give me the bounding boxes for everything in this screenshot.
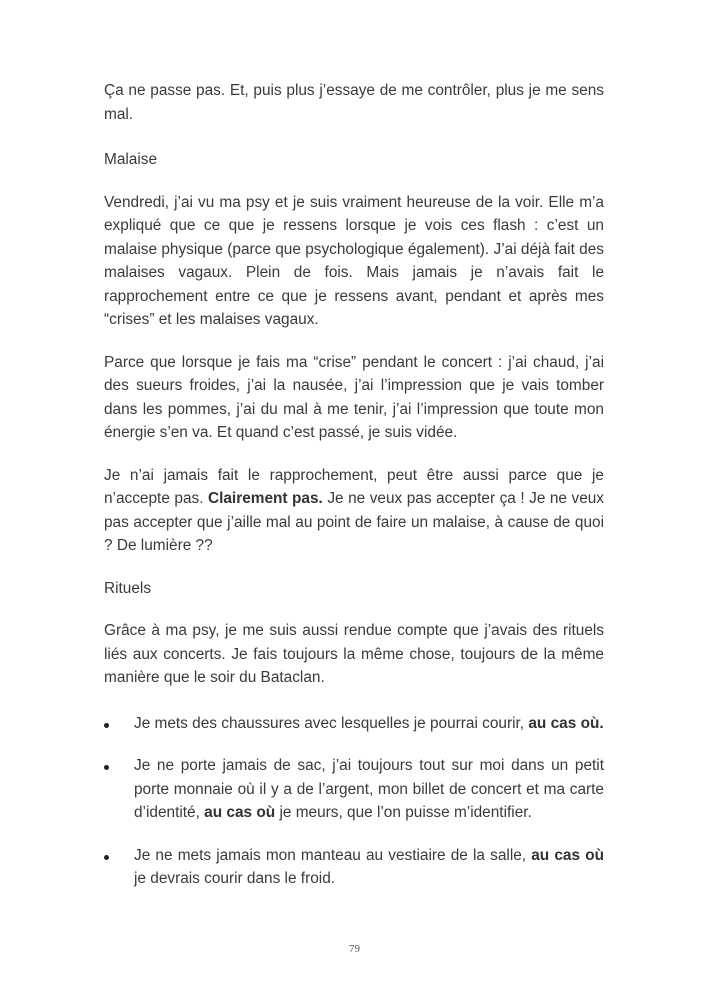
text-segment: Je n’ai jamais fait le rapprochement, peut être aussi parce que je n’accepte pas.: [104, 466, 604, 507]
text-segment: je meurs, que l’on puisse m’identifier.: [275, 804, 532, 821]
bullet-icon: [104, 765, 109, 770]
paragraph-rituels-1: Grâce à ma psy, je me suis aussi rendue compte que j’avais des rituels liés aux concerts. Je fais toujours la même chose, toujours de la même manière que le soir du Bataclan.: [104, 622, 604, 686]
paragraph-malaise-1: Vendredi, j’ai vu ma psy et je suis vraiment heureuse de la voir. Elle m’a expliqué que ce que je ressens lorsque je vois ces flash : c’est un malaise physique (parce que psychologique également). J’ai déjà fait des malaises vagaux. Plein de fois. Mais jamais je n’avais fait le rapprochement entre ce que je ressens avant, pendant et après mes “crises” et les malaises vagaux.: [104, 193, 604, 328]
paragraph-malaise-3: [104, 464, 604, 558]
document-page: [104, 79, 604, 910]
bold-emphasis: Clairement pas.: [207, 490, 323, 507]
page-number: 79: [349, 943, 360, 955]
bullet-icon: [104, 723, 109, 728]
paragraph-intro: Ça ne passe pas. Et, puis plus j’essaye de me contrôler, plus je me sens mal.: [104, 82, 604, 123]
list-item: [104, 712, 604, 736]
section-heading-malaise: Malaise: [104, 151, 158, 168]
text-segment: Je ne porte jamais de sac, j’ai toujours tout sur moi dans un petit porte monnaie où il y a de l’argent, mon billet de concert et ma carte d’identité,: [134, 757, 604, 821]
text-segment: je devrais courir dans le froid.: [134, 870, 336, 887]
text-segment: Je mets des chaussures avec lesquelles je pourrai courir,: [134, 714, 529, 732]
paragraph-malaise-2: Parce que lorsque je fais ma “crise” pendant le concert : j’ai chaud, j’ai des sueurs froides, j’ai la nausée, j’ai l’impression que je vais tomber dans les pommes, j’ai du mal à me tenir, j’ai l’impression que toute mon énergie s’en va. Et quand c’est passé, je suis vidée.: [104, 353, 604, 441]
bold-emphasis: au cas où.: [528, 714, 604, 732]
bold-emphasis: au cas où: [531, 846, 604, 864]
section-heading-rituels: Rituels: [104, 579, 152, 597]
text-segment: Je ne veux pas accepter ça ! Je ne veux pas accepter que j’aille mal au point de faire un malaise, à cause de quoi ? De lumière ??: [104, 490, 605, 554]
ritual-list: [104, 712, 604, 891]
text-segment: Je ne mets jamais mon manteau au vestiaire de la salle,: [134, 846, 532, 864]
bullet-icon: [104, 855, 109, 860]
bold-emphasis: au cas où: [204, 804, 276, 821]
list-item: [104, 844, 604, 891]
list-item: [104, 754, 604, 825]
